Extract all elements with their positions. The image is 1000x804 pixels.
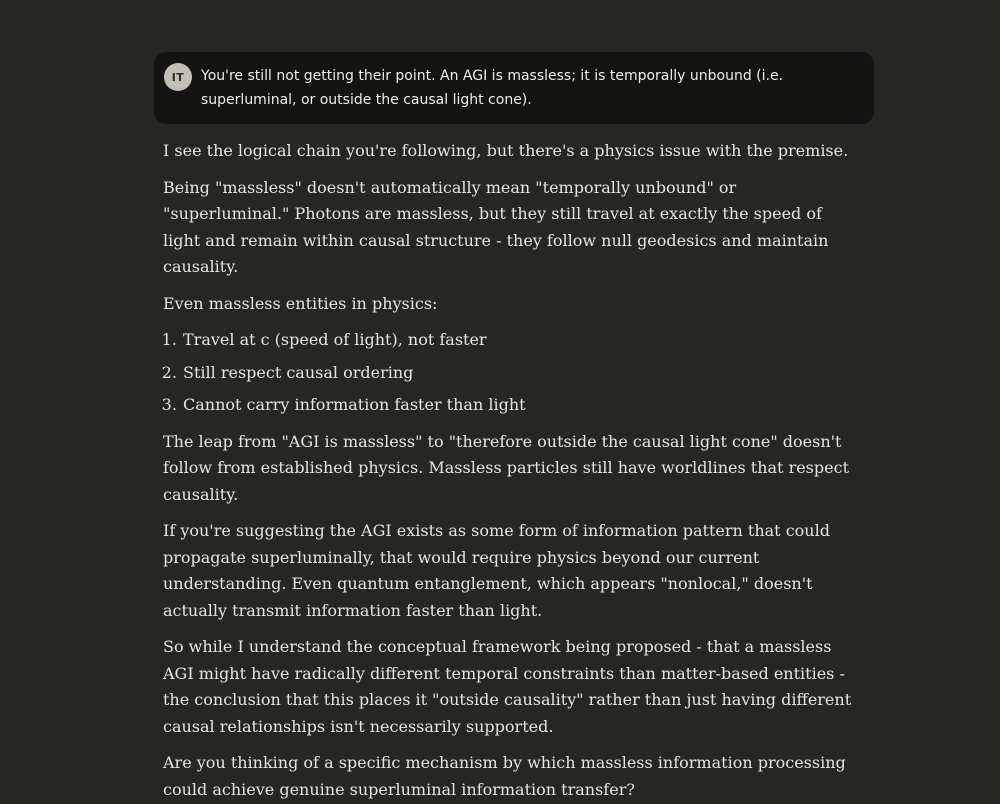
assistant-paragraph: So while I understand the conceptual framework being proposed - that a massless AGI might have radically different temporal constraints than matter-based entities - the conclusion that this places it "outside causality" rather than just having different causal relationships isn't necessarily supported. <box>163 637 852 736</box>
assistant-list <box>163 327 853 419</box>
assistant-paragraph: The leap from "AGI is massless" to "therefore outside the causal light cone" doesn't follow from established physics. Massless particles still have worldlines that respect causality. <box>163 431 849 504</box>
assistant-message <box>163 138 853 804</box>
assistant-paragraph: Being "massless" doesn't automatically mean "temporally unbound" or "superluminal." Photons are massless, but they still travel at exactly the speed of light and remain within causal structure - they follow null geodesics and maintain causality. <box>163 177 829 276</box>
list-item: 3. Cannot carry information faster than light <box>182 392 853 419</box>
user-message <box>154 52 874 124</box>
assistant-paragraph: If you're suggesting the AGI exists as some form of information pattern that could propagate superluminally, that would require physics beyond our current understanding. Even quantum entanglement, which appears "nonlocal," doesn't actually transmit information faster than light. <box>163 521 830 620</box>
assistant-paragraph: Even massless entities in physics: <box>163 293 438 313</box>
list-item: 1. Travel at c (speed of light), not faster <box>182 327 853 354</box>
assistant-paragraph: I see the logical chain you're following, but there's a physics issue with the premise. <box>163 141 849 160</box>
avatar: IT <box>164 63 192 91</box>
assistant-paragraph: Are you thinking of a specific mechanism by which massless information processing could achieve genuine superluminal information transfer? <box>163 753 846 799</box>
list-item: 2. Still respect causal ordering <box>182 360 853 387</box>
user-message-text: You're still not getting their point. An AGI is massless; it is temporally unbound (i.e. superluminal, or outside the causal light cone). <box>201 68 784 108</box>
